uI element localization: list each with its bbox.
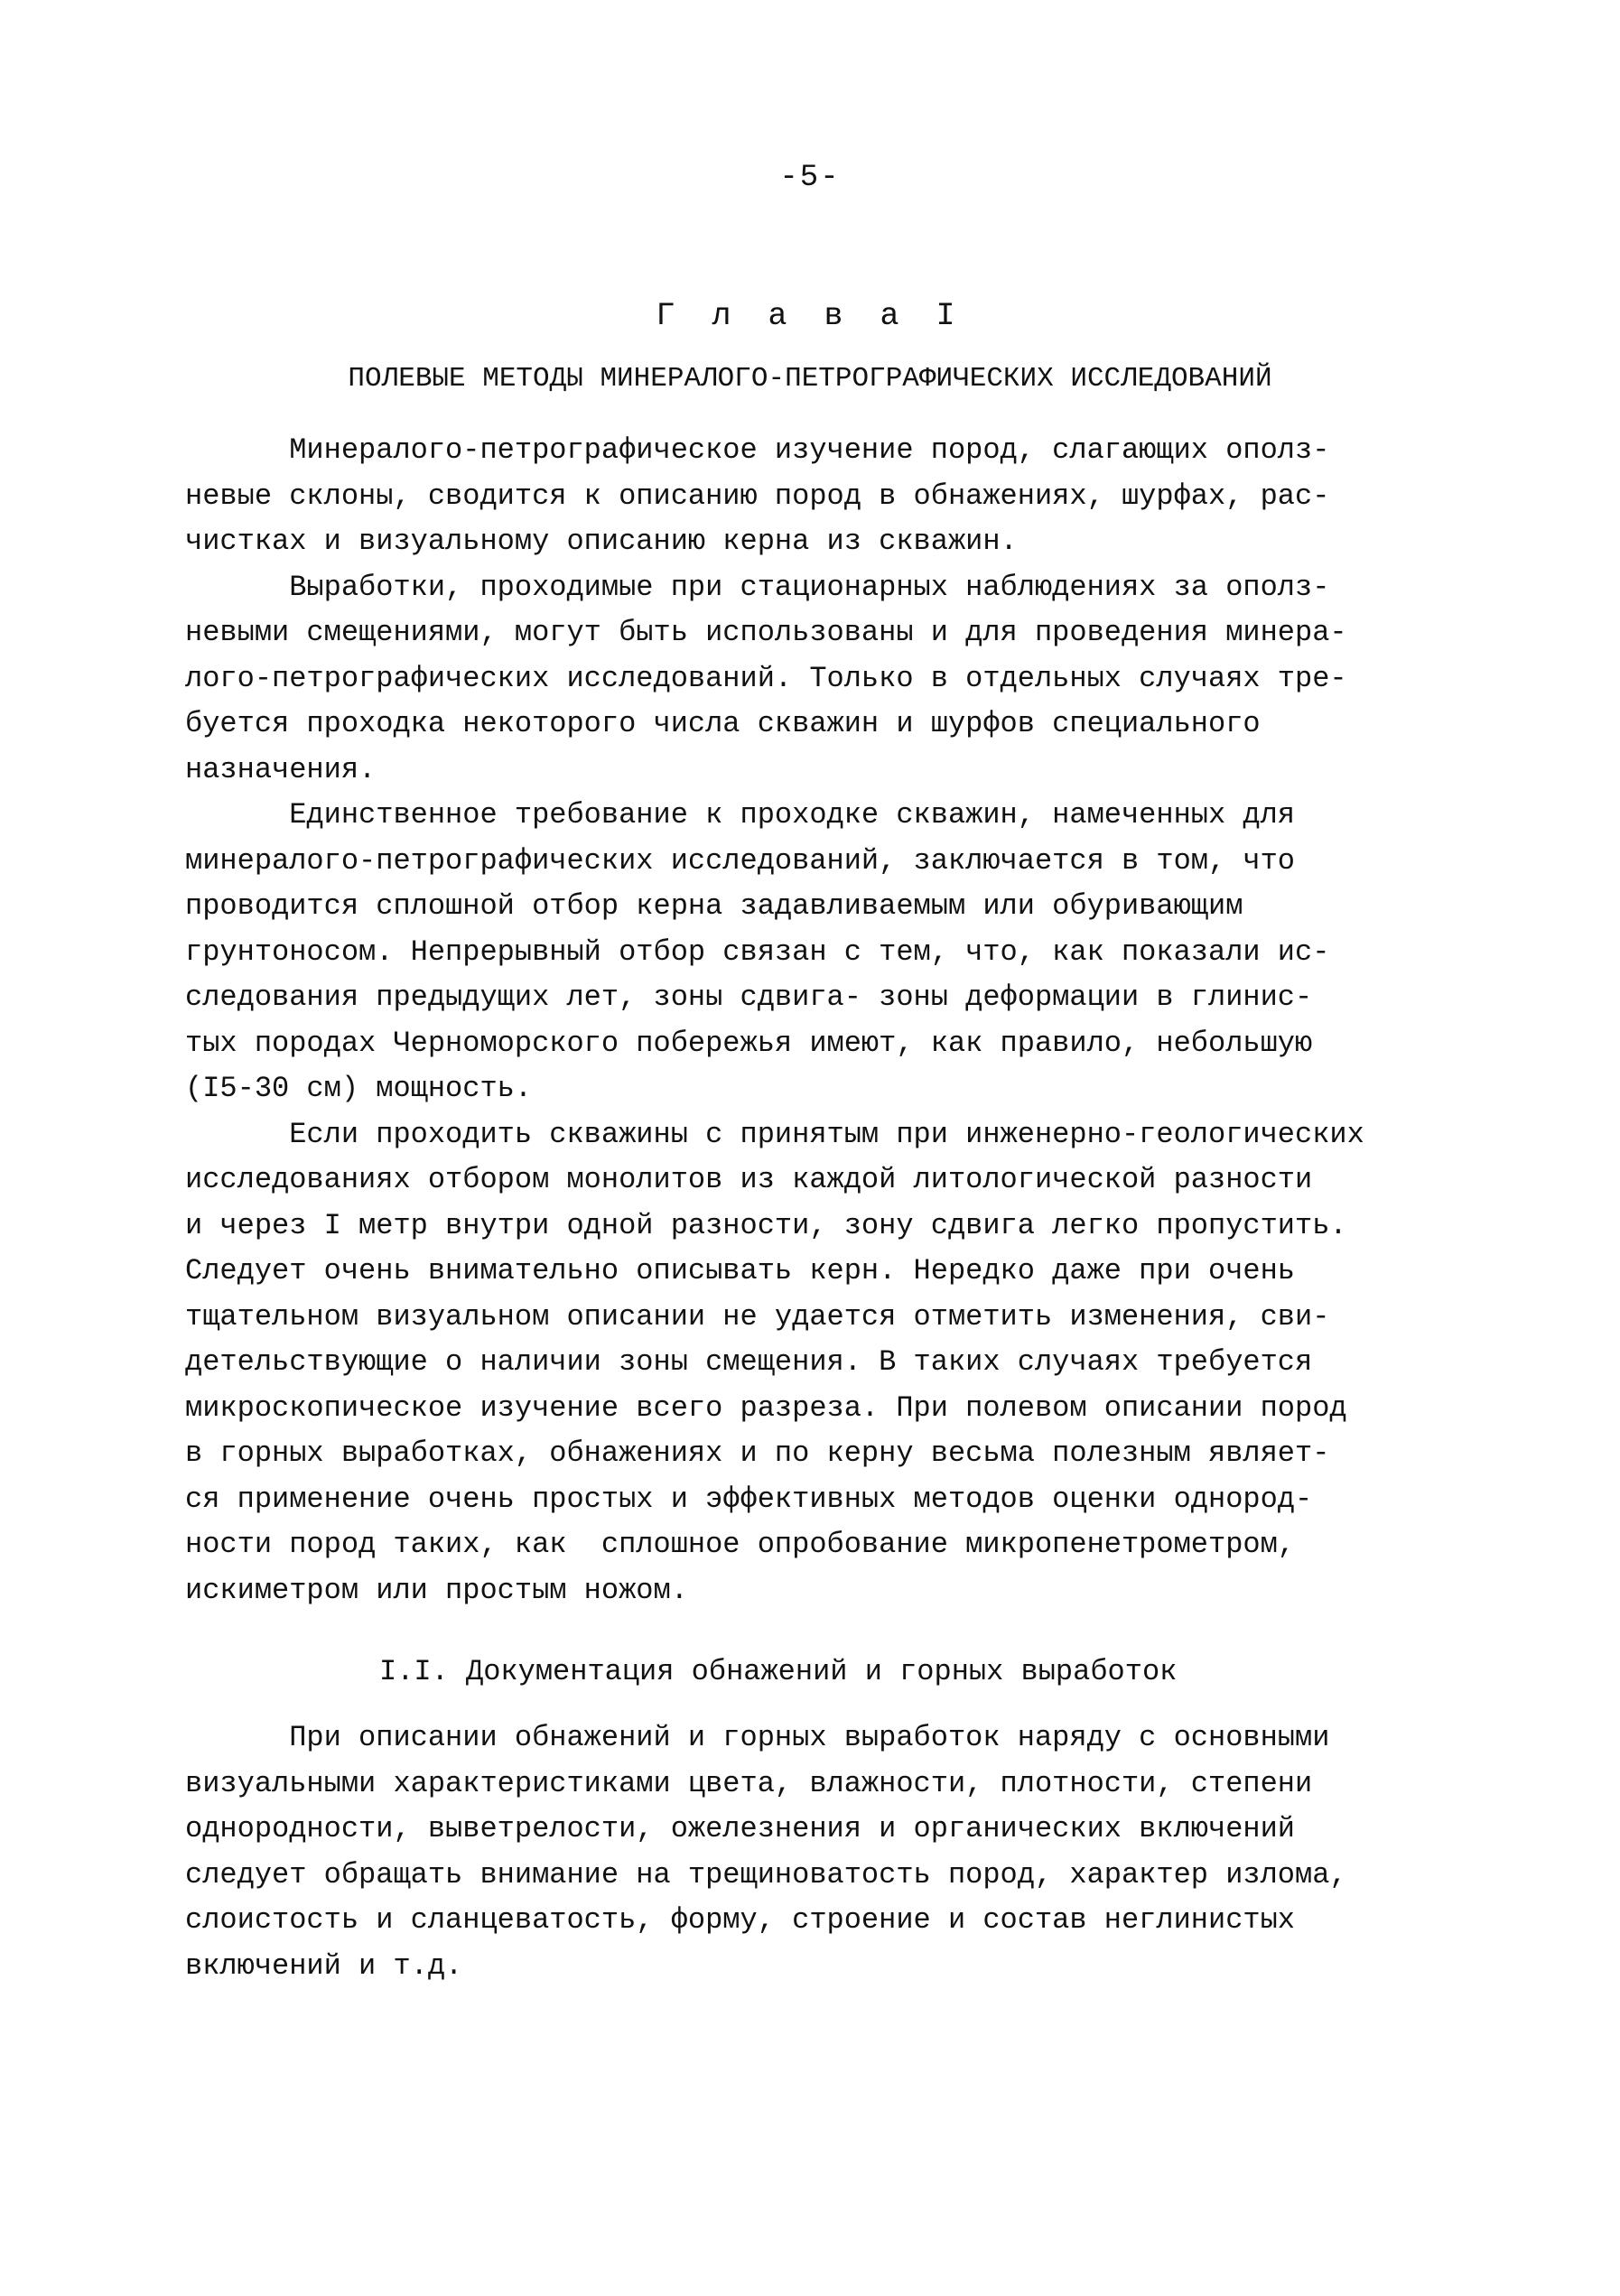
body-text-block-1: Минералого-петрографическое изучение пород, слагающих ополз- невые склоны, сводится к описанию пород в обнажениях, шурфах, рас- чистках и визуальному описанию керна из скважин. Выработки, проходимые при стационарных наблюдениях за ополз- невыми смещениями, могут быть использованы и для проведения минера- лого-петрографических исследований. Только в отдельных случаях тре- буется проходка некоторого числа скважин и шурфов специального назначения. Единственное требование к проходке скважин, намеченных для минералого-петрографических исследований, заключается в том, что проводится сплошной отбор керна задавливаемым или обуривающим грунтоносом. Непрерывный отбор связан с тем, что, как показали ис- следования предыдущих лет, зоны сдвига- зоны деформации в глинис- тых породах Черноморского побережья имеют, как правило, небольшую (I5-30 см) мощность. Если проходить скважины с принятым при инженерно-геологических исследованиях отбором монолитов из каждой литологической разности и через I метр внутри одной разности, зону сдвига легко пропустить. Следует очень внимательно описывать керн. Нередко даже при очень тщательном визуальном описании не удается отметить изменения, сви- детельствующие о наличии зоны смещения. В таких случаях требуется микроскопическое изучение всего разреза. При полевом описании пород в горных выработках, обнажениях и по керну весьма полезным являет- ся применение очень простых и эффективных методов оценки однород- ности пород таких, как сплошное опробование микропенетрометром, искиметром или простым ножом. — [185, 433, 1364, 1607]
section-title: I.I. Документация обнажений и горных выработок — [379, 1655, 1178, 1688]
chapter-heading: Г л а в а I — [656, 298, 964, 334]
chapter-title: ПОЛЕВЫЕ МЕТОДЫ МИНЕРАЛОГО-ПЕТРОГРАФИЧЕСКИХ ИССЛЕДОВАНИЙ — [348, 363, 1272, 395]
body-text-block-2: При описании обнажений и горных выработок наряду с основными визуальными характеристиками цвета, влажности, плотности, степени однородности, выветрелости, ожелезнения и органических включений следует обращать внимание на трещиноватость пород, характер излома, слоистость и сланцеватость, форму, строение и состав неглинистых включений и т.д. — [185, 1721, 1347, 1983]
page-number: -5- — [779, 161, 841, 195]
